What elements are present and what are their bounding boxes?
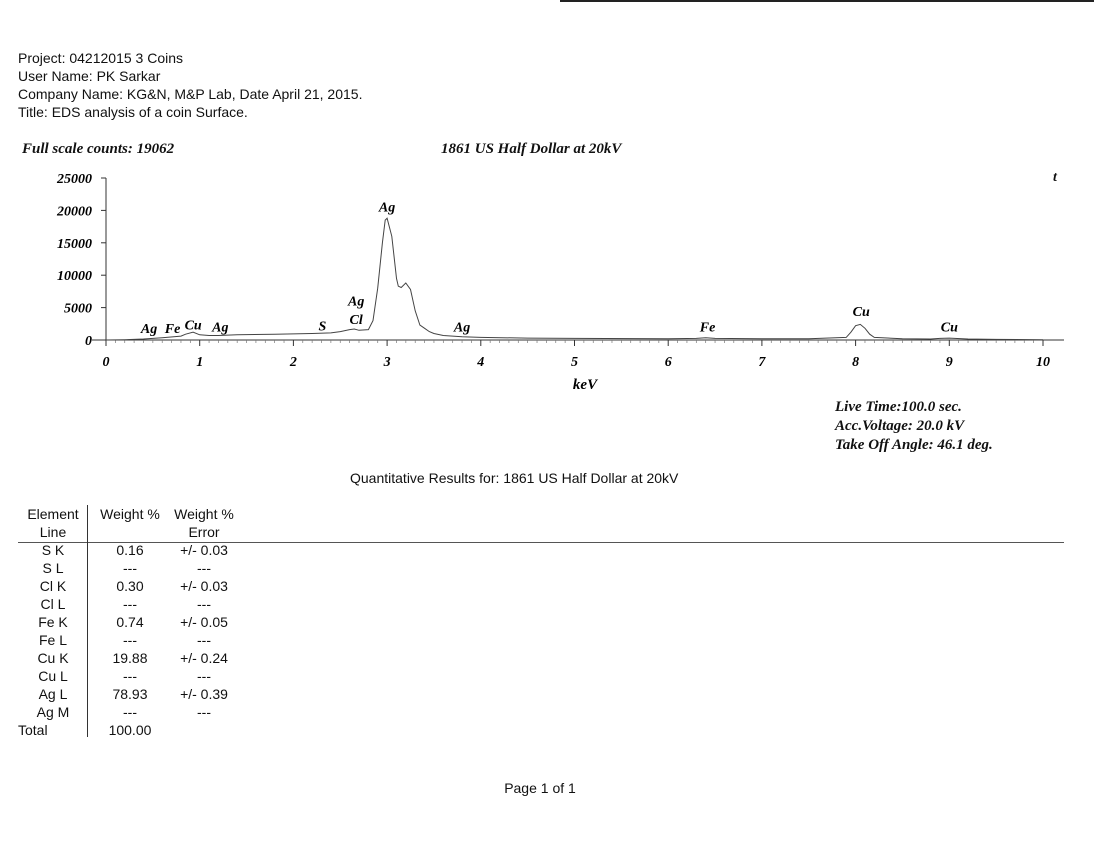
spectrum-trace <box>106 218 1043 340</box>
results-cell-err: +/- 0.24 <box>180 650 228 666</box>
header-weight-error: Weight % <box>174 506 234 522</box>
results-cell-err: +/- 0.39 <box>180 686 228 702</box>
x-tick-label: 10 <box>1036 355 1050 370</box>
results-cell-el: Cl K <box>39 578 67 594</box>
results-cell-el: Fe L <box>38 632 67 648</box>
header-weight: Weight % <box>100 506 160 522</box>
header-error: Error <box>188 524 220 540</box>
y-tick-label: 0 <box>85 334 92 349</box>
element-column <box>18 505 88 739</box>
peak-labels <box>140 201 958 337</box>
spectrum-line <box>106 218 1043 340</box>
x-tick-label: 5 <box>571 355 578 370</box>
y-tick-label: 15000 <box>57 236 92 252</box>
x-tick-label: 1 <box>196 355 204 370</box>
quant-results-title: Quantitative Results for: 1861 US Half Dollar at 20kV <box>350 470 679 486</box>
take-off-angle: Take Off Angle: 46.1 deg. <box>835 437 993 453</box>
peak-label: S <box>318 319 327 335</box>
page-footer: Page 1 of 1 <box>504 780 576 796</box>
results-cell-wt: --- <box>123 632 137 648</box>
corner-mark: t <box>1053 170 1057 185</box>
results-cell-err: --- <box>197 704 211 720</box>
results-cell-el: S K <box>41 542 65 558</box>
y-tick-label: 10000 <box>57 269 92 285</box>
peak-label: Cu <box>184 318 202 334</box>
weight-column <box>88 505 172 739</box>
peak-label: Fe <box>699 320 716 336</box>
company-line: Company Name: KG&N, M&P Lab, Date April 21, 2015. <box>18 86 363 102</box>
results-cell-el: S L <box>42 560 64 576</box>
results-cell-err: --- <box>197 596 211 612</box>
results-cell-err: --- <box>197 632 211 648</box>
results-cell-wt: --- <box>123 668 137 684</box>
results-cell-wt: --- <box>123 560 137 576</box>
results-cell-wt: --- <box>123 596 137 612</box>
y-tick-label: 25000 <box>57 172 92 187</box>
results-cell-el: Cl L <box>40 596 66 612</box>
x-tick-label: 3 <box>383 355 391 370</box>
results-cell-wt: 0.74 <box>116 614 144 630</box>
results-cell-wt: --- <box>123 704 137 720</box>
instrument-info <box>835 398 993 455</box>
acc-voltage: Acc.Voltage: 20.0 kV <box>835 418 965 434</box>
peak-label: Ag <box>212 320 229 336</box>
results-cell-el: Cu L <box>38 668 68 684</box>
full-scale-counts: Full scale counts: 19062 <box>22 141 175 157</box>
results-cell-err: --- <box>197 560 211 576</box>
peak-label: Cl <box>349 312 363 328</box>
peak-label: Ag <box>453 320 471 336</box>
title-line: Title: EDS analysis of a coin Surface. <box>18 104 248 120</box>
results-cell-el: Ag M <box>36 704 70 720</box>
results-cell-err <box>164 721 244 739</box>
header-element: Element <box>27 506 79 522</box>
results-cell-err: --- <box>197 668 211 684</box>
chart-title: 1861 US Half Dollar at 20kV <box>441 141 622 157</box>
peak-label: Ag <box>378 200 396 216</box>
peak-label: Ag <box>140 321 158 337</box>
results-cell-el: Cu K <box>37 650 69 666</box>
x-tick-label: 8 <box>852 355 860 370</box>
results-cell-wt: 78.93 <box>112 686 148 702</box>
results-cell-wt: 19.88 <box>112 650 148 666</box>
live-time: Live Time:100.0 sec. <box>835 399 962 415</box>
x-tick-label: 7 <box>758 355 766 370</box>
peak-label: Cu <box>940 320 958 336</box>
y-tick-label: 5000 <box>64 301 92 317</box>
results-cell-err: +/- 0.03 <box>180 578 228 594</box>
x-tick-label: 6 <box>664 355 672 370</box>
results-cell-el: Ag L <box>38 686 68 702</box>
chart-axes <box>92 178 1064 340</box>
project-line: Project: 04212015 3 Coins <box>18 50 183 66</box>
results-cell-el: Total <box>18 722 48 738</box>
x-tick-label: 9 <box>945 355 953 370</box>
header-line: Line <box>39 524 67 540</box>
error-column <box>164 505 244 739</box>
peak-label: Ag <box>348 294 365 310</box>
peak-label: Fe <box>164 321 181 337</box>
x-tick-label: 2 <box>289 355 297 370</box>
user-line: User Name: PK Sarkar <box>18 68 161 84</box>
results-cell-err: +/- 0.05 <box>180 614 228 630</box>
results-cell-wt: 0.16 <box>116 542 144 558</box>
peak-label: Cu <box>852 305 870 321</box>
results-cell-el: Fe K <box>38 614 68 630</box>
results-cell-wt: 100.00 <box>108 722 152 738</box>
x-axis-label: keV <box>572 377 598 393</box>
eds-spectrum-chart <box>0 0 1094 400</box>
x-tick-label: 0 <box>102 355 110 370</box>
results-cell-wt: 0.30 <box>116 578 144 594</box>
results-cell-err: +/- 0.03 <box>180 542 228 558</box>
y-tick-label: 20000 <box>57 204 92 220</box>
x-tick-label: 4 <box>477 355 485 370</box>
